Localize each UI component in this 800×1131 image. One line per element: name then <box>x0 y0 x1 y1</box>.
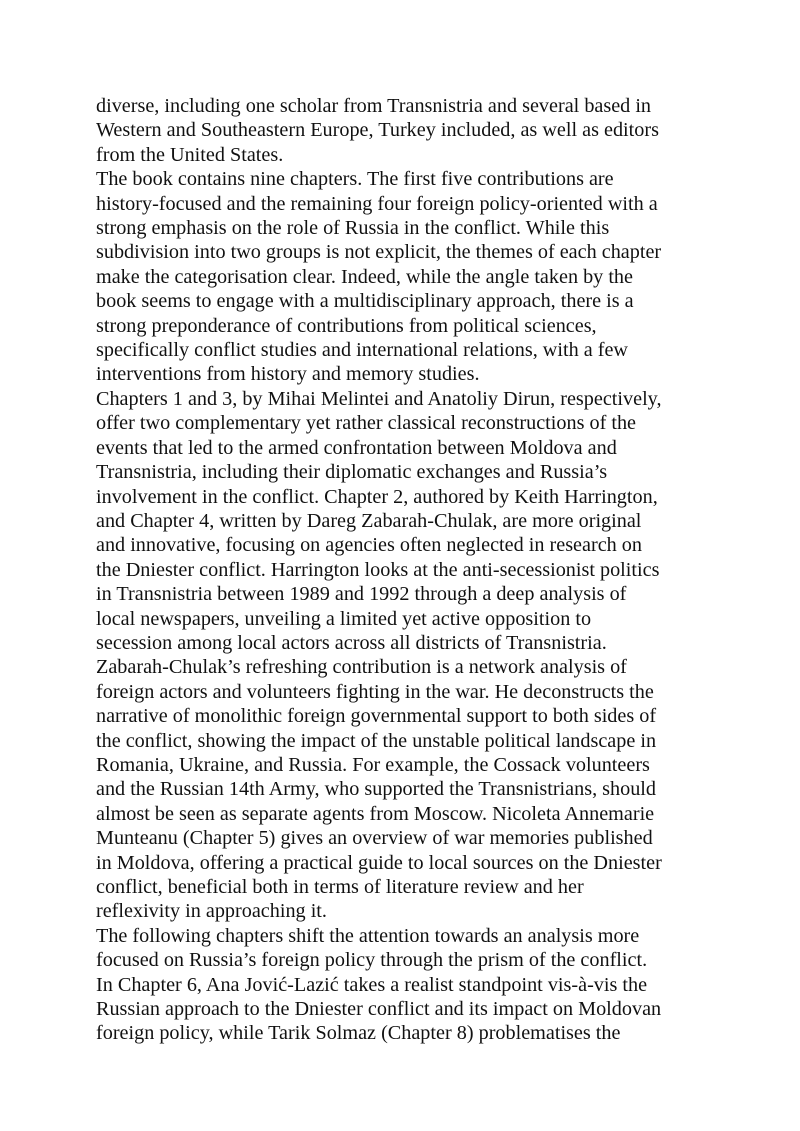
text-line: The following chapters shift the attention towards an analysis more <box>96 924 640 947</box>
text-line: In Chapter 6, Ana Jović-Lazić takes a realist standpoint vis-à-vis the <box>96 973 648 996</box>
text-line: history-focused and the remaining four foreign policy-oriented with a <box>96 192 658 215</box>
text-line: and Chapter 4, written by Dareg Zabarah-Chulak, are more original <box>96 509 642 532</box>
text-line: from the United States. <box>96 143 284 166</box>
text-line: offer two complementary yet rather classical reconstructions of the <box>96 412 636 435</box>
text-line: Russian approach to the Dniester conflict and its impact on Moldovan <box>96 998 662 1021</box>
text-line: interventions from history and memory studies. <box>96 363 480 386</box>
text-line: Chapters 1 and 3, by Mihai Melintei and Anatoliy Dirun, respectively, <box>96 387 662 410</box>
text-line: reflexivity in approaching it. <box>96 900 327 923</box>
document-body <box>96 94 716 1046</box>
text-line: conflict, beneficial both in terms of literature review and her <box>96 876 584 898</box>
text-line: make the categorisation clear. Indeed, while the angle taken by the <box>96 265 633 288</box>
text-line: narrative of monolithic foreign governmental support to both sides of <box>96 705 657 728</box>
text-line: Romania, Ukraine, and Russia. For example, the Cossack volunteers <box>96 753 650 776</box>
text-line: strong preponderance of contributions from political sciences, <box>96 314 597 337</box>
text-line: book seems to engage with a multidisciplinary approach, there is a <box>96 290 634 313</box>
text-line: the Dniester conflict. Harrington looks at the anti-secessionist politics <box>96 558 660 581</box>
text-line: involvement in the conflict. Chapter 2, authored by Keith Harrington, <box>96 485 658 508</box>
text-line: focused on Russia’s foreign policy through the prism of the conflict. <box>96 949 648 972</box>
text-line: foreign actors and volunteers fighting in the war. He deconstructs the <box>96 680 654 703</box>
text-line: and innovative, focusing on agencies often neglected in research on <box>96 534 642 557</box>
text-line: secession among local actors across all districts of Transnistria. <box>96 631 607 654</box>
text-line: Munteanu (Chapter 5) gives an overview of war memories published <box>96 827 653 850</box>
text-line: strong emphasis on the role of Russia in the conflict. While this <box>96 217 610 240</box>
text-line: almost be seen as separate agents from Moscow. Nicoleta Annemarie <box>96 802 655 825</box>
text-line: local newspapers, unveiling a limited yet active opposition to <box>96 607 592 630</box>
text-line: and the Russian 14th Army, who supported the Transnistrians, should <box>96 778 657 801</box>
text-line: Transnistria, including their diplomatic exchanges and Russia’s <box>96 461 608 484</box>
text-line: Western and Southeastern Europe, Turkey included, as well as editors <box>96 119 659 142</box>
text-line: foreign policy, while Tarik Solmaz (Chapter 8) problematises the <box>96 1022 621 1045</box>
text-line: in Moldova, offering a practical guide to local sources on the Dniester <box>96 851 662 874</box>
text-line: the conflict, showing the impact of the unstable political landscape in <box>96 729 657 752</box>
text-line: The book contains nine chapters. The first five contributions are <box>96 168 614 191</box>
text-line: Zabarah-Chulak’s refreshing contribution is a network analysis of <box>96 656 627 679</box>
text-line: events that led to the armed confrontation between Moldova and <box>96 436 617 459</box>
text-line: diverse, including one scholar from Transnistria and several based in <box>96 95 652 117</box>
text-line: in Transnistria between 1989 and 1992 through a deep analysis of <box>96 583 627 606</box>
text-line: specifically conflict studies and international relations, with a few <box>96 339 628 362</box>
text-line: subdivision into two groups is not explicit, the themes of each chapter <box>96 241 662 264</box>
